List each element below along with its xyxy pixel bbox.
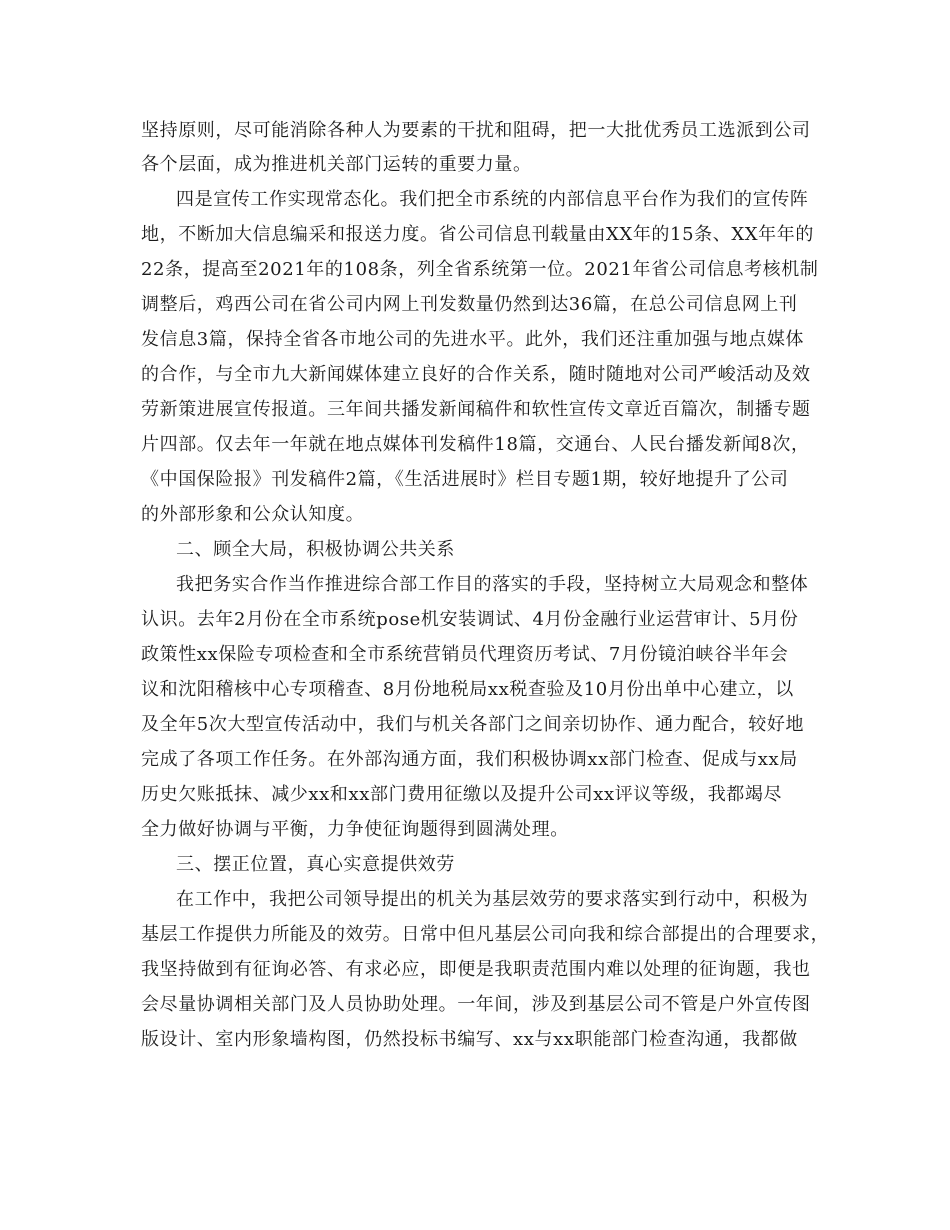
body-text-line: 政策性xx保险专项检查和全市系统营销员代理资历考试、7月份镜泊峡谷半年会 <box>141 644 789 665</box>
body-text-line: 的外部形象和公众认知度。 <box>141 504 365 525</box>
body-text-line: 各个层面，成为推进机关部门运转的重要力量。 <box>141 154 532 175</box>
body-text-line: 历史欠账抵抹、减少xx和xx部门费用征缴以及提升公司xx评议等级，我都竭尽 <box>141 784 783 805</box>
paragraph-start-line: 四是宣传工作实现常态化。我们把全市系统的内部信息平台作为我们的宣传阵 <box>176 189 809 210</box>
paragraph-start-line: 我把务实合作当作推进综合部工作目的落实的手段，坚持树立大局观念和整体 <box>176 574 809 595</box>
body-text-line: 完成了各项工作任务。在外部沟通方面，我们积极协调xx部门检查、促成与xx局 <box>141 749 798 770</box>
body-text-line: 基层工作提供力所能及的效劳。日常中但凡基层公司向我和综合部提出的合理要求， <box>141 924 830 945</box>
body-text-line: 会尽量协调相关部门及人员协助处理。一年间，涉及到基层公司不管是户外宣传图 <box>141 994 811 1015</box>
section-heading: 三、摆正位置，真心实意提供效劳 <box>176 854 455 875</box>
body-text-line: 版设计、室内形象墙构图，仍然投标书编写、xx与xx职能部门检查沟通，我都做 <box>141 1029 798 1050</box>
body-text-line: 《中国保险报》刊发稿件2篇，《生活进展时》栏目专题1期，较好地提升了公司 <box>141 469 789 490</box>
body-text-line: 全力做好协调与平衡，力争使征询题得到圆满处理。 <box>141 819 569 840</box>
body-text-line: 认识。去年2月份在全市系统pose机安装调试、4月份金融行业运营审计、5月份 <box>141 609 799 630</box>
body-text-line: 22条，提高至2021年的108条，列全省系统第一位。2021年省公司信息考核机制 <box>141 259 819 280</box>
section-heading: 二、顾全大局，积极协调公共关系 <box>176 539 455 560</box>
body-text-line: 片四部。仅去年一年就在地点媒体刊发稿件18篇，交通台、人民台播发新闻8次， <box>141 434 810 455</box>
body-text-line: 及全年5次大型宣传活动中，我们与机关各部门之间亲切协作、通力配合，较好地 <box>141 714 805 735</box>
body-text-line: 我坚持做到有征询必答、有求必应，即便是我职责范围内难以处理的征询题，我也 <box>141 959 811 980</box>
body-text-line: 议和沈阳稽核中心专项稽查、8月份地税局xx税查验及10月份出单中心建立，以 <box>141 679 794 700</box>
body-text-line: 地，不断加大信息编采和报送力度。省公司信息刊载量由XX年的15条、XX年年的 <box>141 224 814 245</box>
body-text-line: 发信息3篇，保持全省各市地公司的先进水平。此外，我们还注重加强与地点媒体 <box>141 329 805 350</box>
paragraph-start-line: 在工作中，我把公司领导提出的机关为基层效劳的要求落实到行动中，积极为 <box>176 889 809 910</box>
body-text-line: 坚持原则，尽可能消除各种人为要素的干扰和阻碍，把一大批优秀员工选派到公司 <box>141 120 811 141</box>
body-text-line: 调整后，鸡西公司在省公司内网上刊发数量仍然到达36篇，在总公司信息网上刊 <box>141 294 798 315</box>
body-text-line: 劳新策进展宣传报道。三年间共播发新闻稿件和软性宣传文章近百篇次，制播专题 <box>141 399 811 420</box>
body-text-line: 的合作，与全市九大新闻媒体建立良好的合作关系，随时随地对公司严峻活动及效 <box>141 364 811 385</box>
